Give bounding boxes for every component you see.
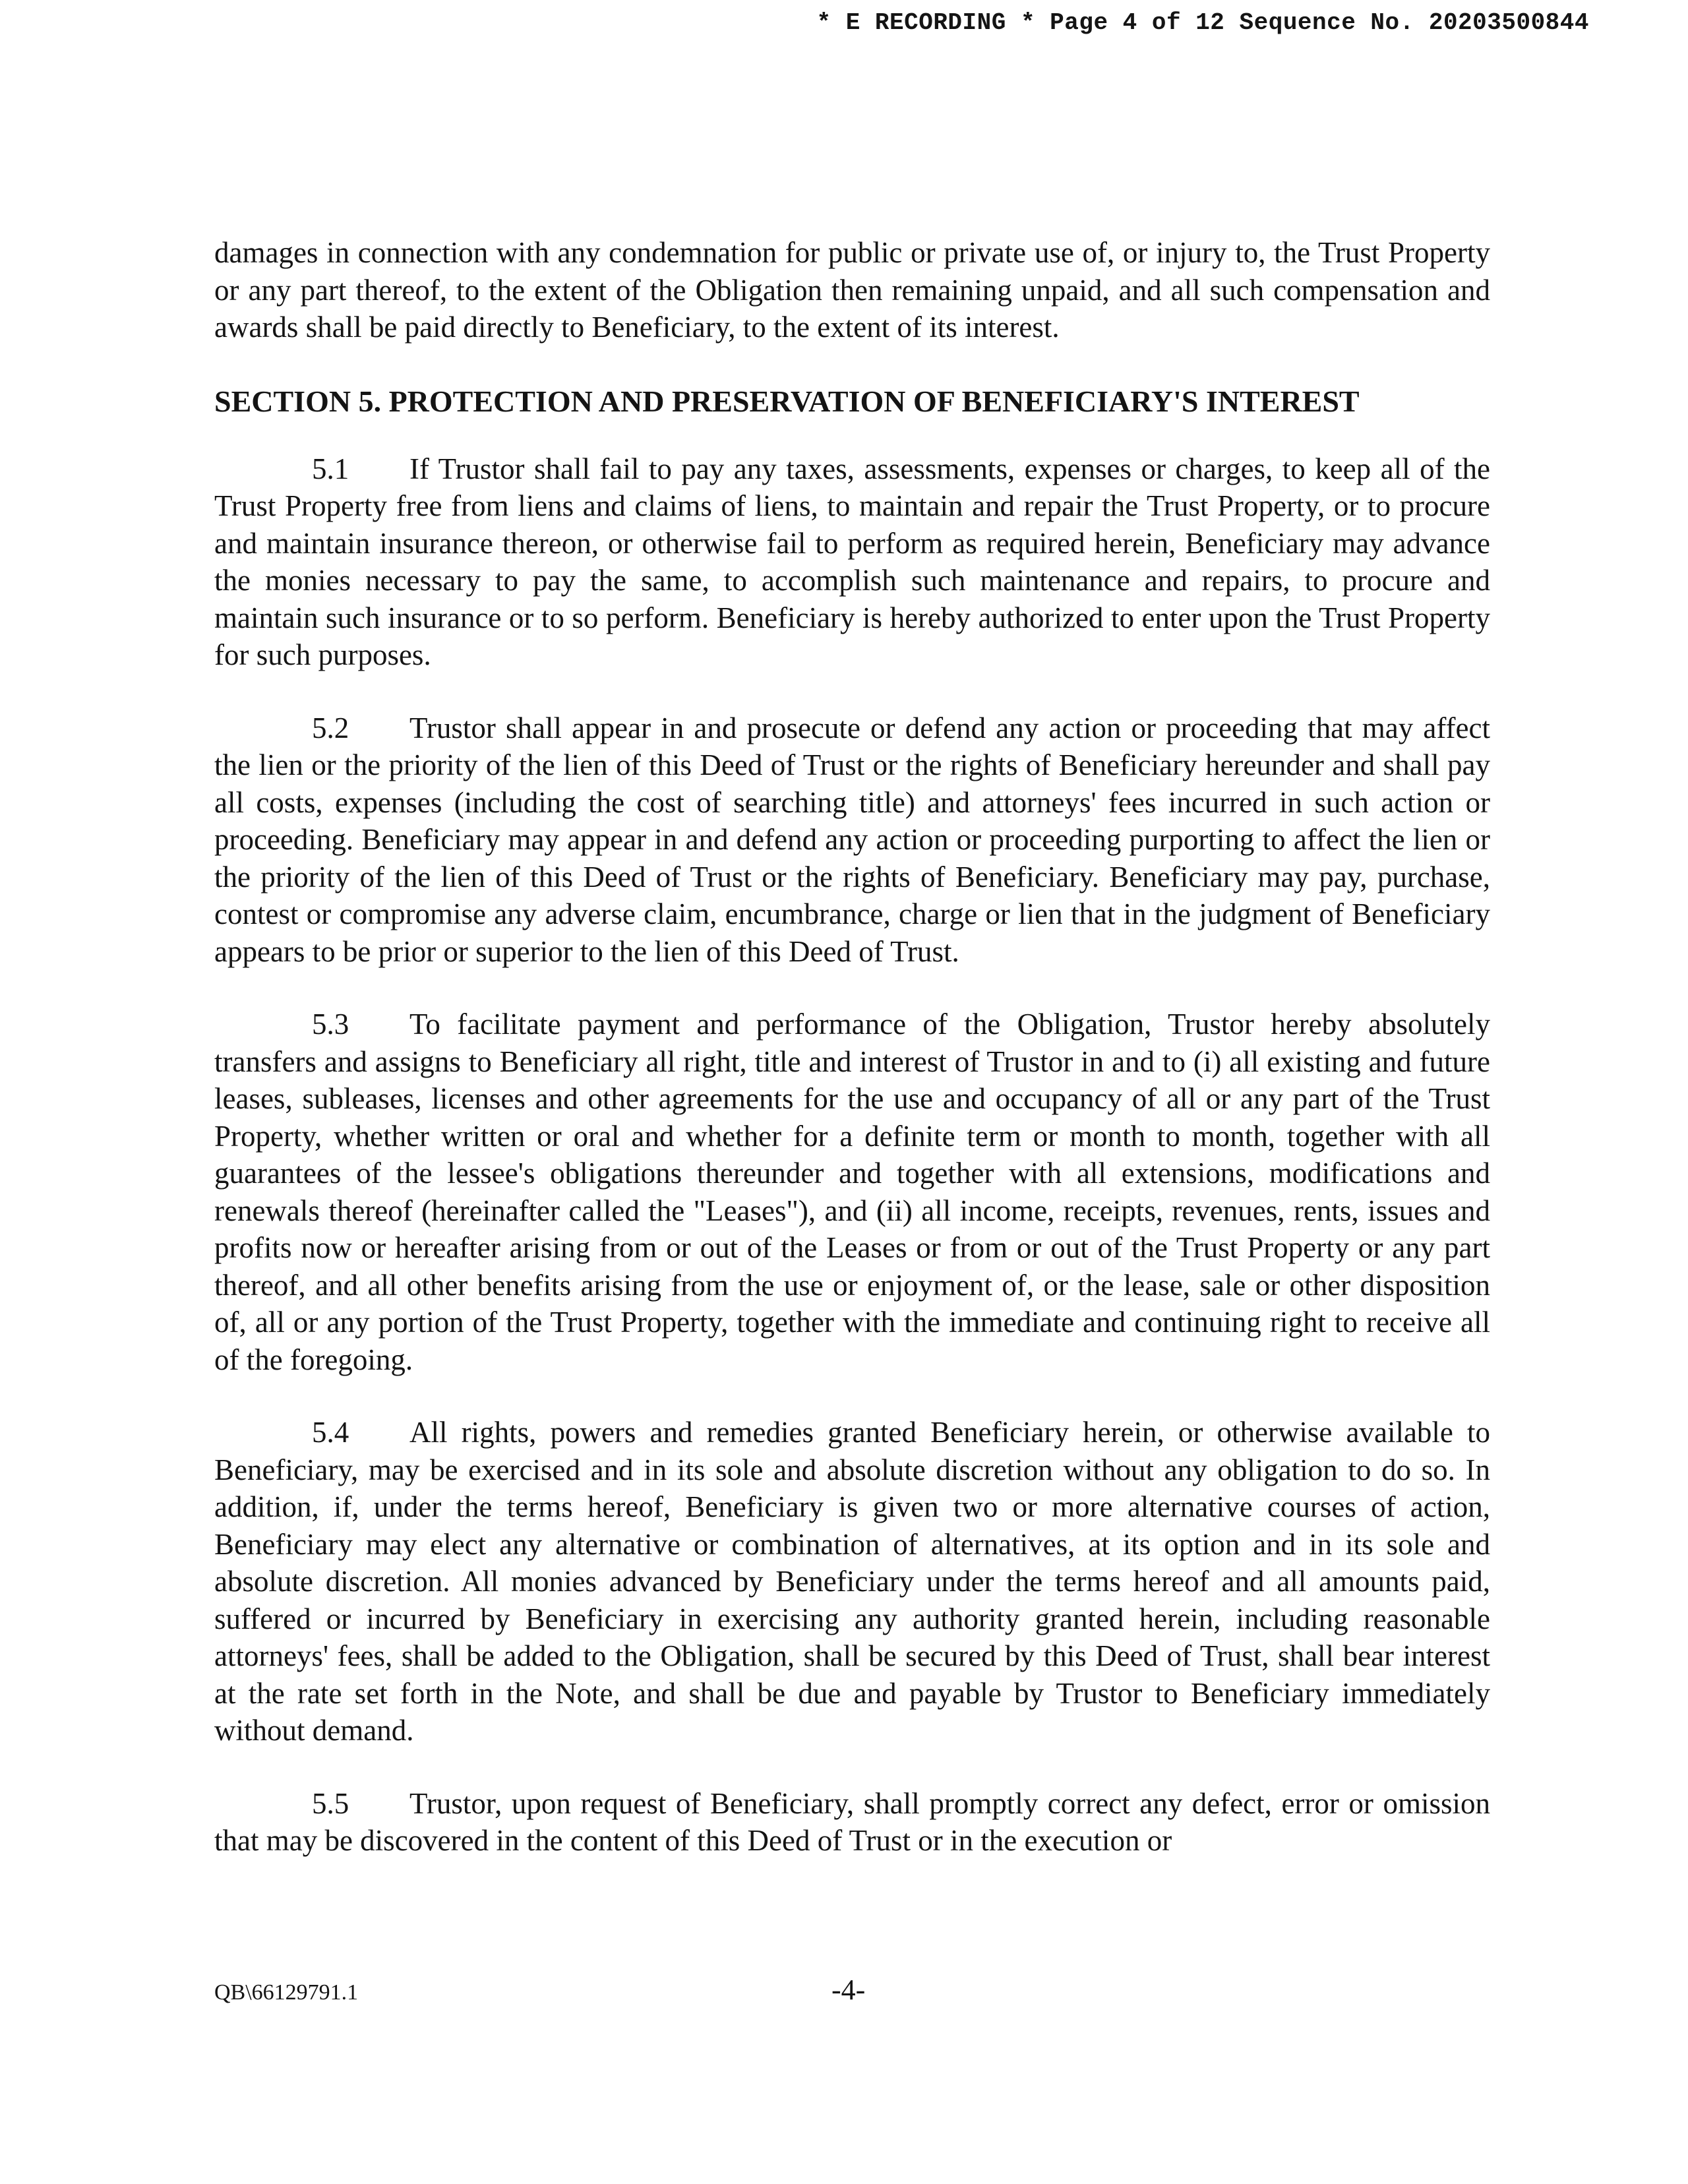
paragraph-text: Trustor, upon request of Beneficiary, shall promptly correct any defect, error or omission that may be discovered in the content of this Deed of Trust or in the execution or (214, 1786, 1490, 1857)
paragraph-number: 5.4 (312, 1416, 349, 1449)
paragraph-text: Trustor shall appear in and prosecute or defend any action or proceeding that may affect the lien or the priority of the lien of this Deed of Trust or the rights of Beneficiary hereunder and shall pay all costs, expenses (including the cost of searching title) and attorneys' fees incurred in such action or proceeding. Beneficiary may appear in and defend any action or proceeding purporting to affect the lien or the priority of the lien of this Deed of Trust or the rights of Beneficiary. Beneficiary may pay, purchase, contest or compromise any adverse claim, encumbrance, charge or lien that in the judgment of Beneficiary appears to be prior or superior to the lien of this Deed of Trust. (214, 711, 1490, 968)
paragraph-text: All rights, powers and remedies granted Beneficiary herein, or otherwise available to Beneficiary, may be exercised and in its sole and absolute discretion without any obligation to do so. In addition, if, under the terms hereof, Beneficiary is given two or more alternative courses of action, Beneficiary may elect any alternative or combination of alternatives, at its option and in its sole and absolute discretion. All monies advanced by Beneficiary under the terms hereof and all amounts paid, suffered or incurred by Beneficiary in exercising any authority granted herein, including reasonable attorneys' fees, shall be added to the Obligation, shall be secured by this Deed of Trust, shall bear interest at the rate set forth in the Note, and shall be due and payable by Trustor to Beneficiary immediately without demand. (214, 1416, 1490, 1747)
continuation-paragraph: damages in connection with any condemnation for public or private use of, or injury to, the Trust Property or any part thereof, to the extent of the Obligation then remaining unpaid, and all such compensation and awards shall be paid directly to Beneficiary, to the extent of its interest. (214, 236, 1490, 344)
paragraph-number: 5.5 (312, 1786, 349, 1820)
page-number: -4- (831, 1974, 866, 2006)
paragraph-5-2 (214, 710, 1490, 971)
recording-stamp: * E RECORDING * Page 4 of 12 Sequence No. 20203500844 (816, 9, 1589, 36)
paragraph-number: 5.2 (312, 711, 349, 744)
paragraph-number: 5.3 (312, 1008, 349, 1041)
paragraph-text: To facilitate payment and performance of the Obligation, Trustor hereby absolutely transfers and assigns to Beneficiary all right, title and interest of Trustor in and to (i) all existing and future leases, subleases, licenses and other agreements for the use and occupancy of all or any part of the Trust Property, whether written or oral and whether for a definite term or month to month, together with all guarantees of the lessee's obligations thereunder and together with all extensions, modifications and renewals thereof (hereinafter called the "Leases"), and (ii) all income, receipts, revenues, rents, issues and profits now or hereafter arising from or out of the Leases or from or out of the Trust Property or any part thereof, and all other benefits arising from the use or enjoyment of, or the lease, sale or other disposition of, all or any portion of the Trust Property, together with the immediate and continuing right to receive all of the foregoing. (214, 1008, 1490, 1376)
document-id: QB\66129791.1 (214, 1980, 359, 2005)
paragraph-5-3 (214, 1006, 1490, 1378)
paragraph-5-1 (214, 450, 1490, 674)
section-heading: SECTION 5. PROTECTION AND PRESERVATION OF BENEFICIARY'S INTEREST (214, 384, 1360, 418)
document-body (214, 234, 1490, 1860)
paragraph-5-5 (214, 1785, 1490, 1860)
paragraph-number: 5.1 (312, 452, 349, 485)
paragraph-text: If Trustor shall fail to pay any taxes, assessments, expenses or charges, to keep all of the Trust Property free from liens and claims of liens, to maintain and repair the Trust Property, or to procure and maintain insurance thereon, or otherwise fail to perform as required herein, Beneficiary may advance the monies necessary to pay the same, to accomplish such maintenance and repairs, to procure and maintain such insurance or to so perform. Beneficiary is hereby authorized to enter upon the Trust Property for such purposes. (214, 452, 1490, 671)
paragraph-5-4 (214, 1414, 1490, 1749)
